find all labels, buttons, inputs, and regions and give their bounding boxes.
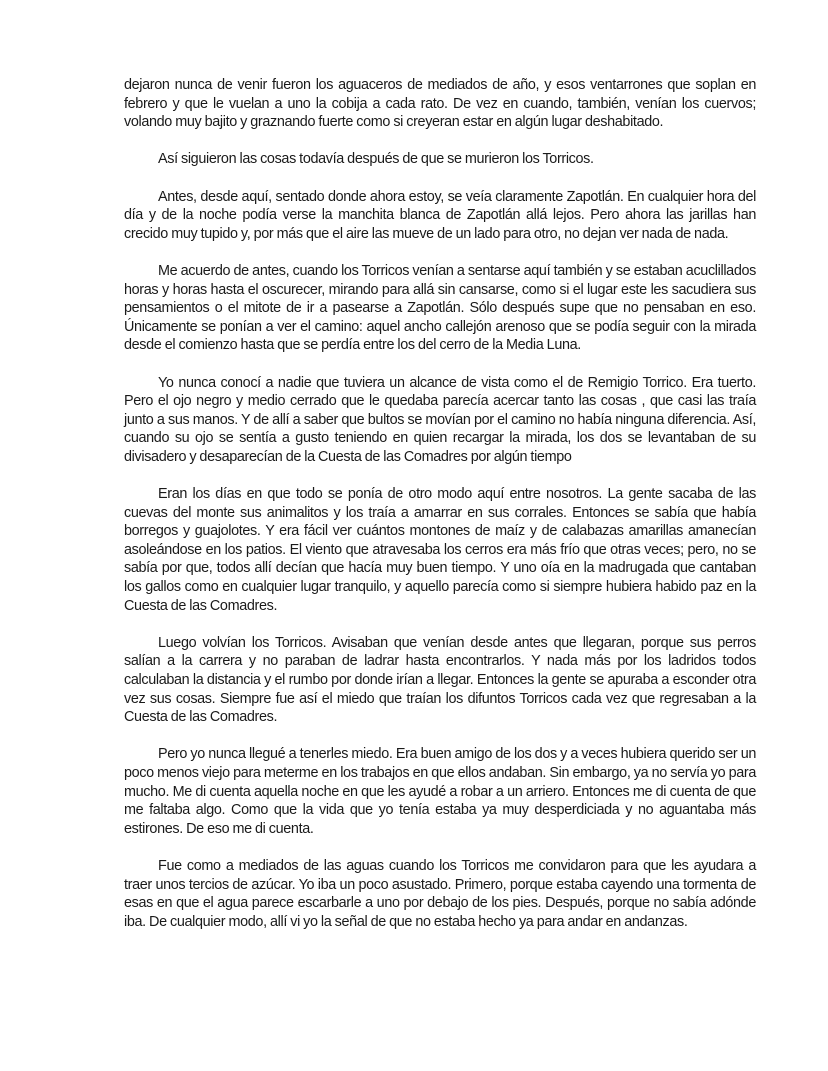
paragraph-4: Me acuerdo de antes, cuando los Torricos venían a sentarse aquí también y se estaban acuclillados horas y horas hasta el oscurecer, mirando para allá sin cansarse, como si el lugar este les sacudiera sus pensamientos o el mitote de ir a pasearse a Zapotlán. Sólo después supe que no pensaban en eso. Únicamente se ponían a ver el camino: aquel ancho callejón arenoso que se podía seguir con la mirada desde el comienzo hasta que se perdía entre los del cerro de la Media Luna. bbox=[124, 262, 756, 354]
paragraph-8: Pero yo nunca llegué a tenerles miedo. Era buen amigo de los dos y a veces hubiera querido ser un poco menos viejo para meterme en los trabajos en que ellos andaban. Sin embargo, ya no servía yo para mucho. Me di cuenta aquella noche en que les ayudé a robar a un arriero. Entonces me di cuenta de que me faltaba algo. Como que la vida que yo tenía estaba ya muy desperdiciada y no aguantaba más estirones. De eso me di cuenta. bbox=[124, 746, 756, 837]
document-page bbox=[124, 76, 756, 931]
paragraph-6: Eran los días en que todo se ponía de otro modo aquí entre nosotros. La gente sacaba de las cuevas del monte sus animalitos y los traía a amarrar en sus corrales. Entonces se sabía que había borregos y guajolotes. Y era fácil ver cuántos montones de maíz y de calabazas amarillas amanecían asoleándose en los patios. El viento que atravesaba los cerros era más frío que otras veces; pero, no se sabía por que, todos allí decían que hacía muy buen tiempo. Y uno oía en la madrugada que cantaban los gallos como en cualquier lugar tranquilo, y aquello parecía como si siempre hubiera habido paz en la Cuesta de las Comadres. bbox=[124, 486, 756, 614]
paragraph-3: Antes, desde aquí, sentado donde ahora estoy, se veía claramente Zapotlán. En cualquier hora del día y de la noche podía verse la manchita blanca de Zapotlán allá lejos. Pero ahora las jarillas han crecido muy tupido y, por más que el aire las mueve de un lado para otro, no dejan ver nada de nada. bbox=[124, 188, 756, 242]
paragraph-2: Así siguieron las cosas todavía después de que se murieron los Torricos. bbox=[158, 151, 594, 168]
paragraph-9: Fue como a mediados de las aguas cuando los Torricos me convidaron para que les ayudara a traer unos tercios de azúcar. Yo iba un poco asustado. Primero, porque estaba cayendo una tormenta de esas en que el agua parece escarbarle a uno por debajo de los pies. Después, porque no sabía adónde iba. De cualquier modo, allí vi yo la señal de que no estaba hecho ya para andar en andanzas. bbox=[124, 857, 756, 930]
paragraph-5: Yo nunca conocí a nadie que tuviera un alcance de vista como el de Remigio Torrico. Era tuerto. Pero el ojo negro y medio cerrado que le quedaba parecía acercar tanto las cosas , que casi las traía junto a sus manos. Y de allí a saber que bultos se movían por el camino no había ninguna diferencia. Así, cuando su ojo se sentía a gusto teniendo en quien recargar la mirada, los dos se levantaban de su divisadero y desaparecían de la Cuesta de las Comadres por algún tiempo bbox=[124, 374, 756, 465]
paragraph-7: Luego volvían los Torricos. Avisaban que venían desde antes que llegaran, porque sus perros salían a la carrera y no paraban de ladrar hasta encontrarlos. Y nada más por los ladridos todos calculaban la distancia y el rumbo por donde irían a llegar. Entonces la gente se apuraba a esconder otra vez sus cosas. Siempre fue así el miedo que traían los difuntos Torricos cada vez que regresaban a la Cuesta de las Comadres. bbox=[124, 634, 756, 726]
paragraph-1: dejaron nunca de venir fueron los aguaceros de mediados de año, y esos ventarrones que soplan en febrero y que le vuelan a uno la cobija a cada rato. De vez en cuando, también, venían los cuervos; volando muy bajito y graznando fuerte como si creyeran estar en algún lugar deshabitado. bbox=[124, 77, 756, 131]
